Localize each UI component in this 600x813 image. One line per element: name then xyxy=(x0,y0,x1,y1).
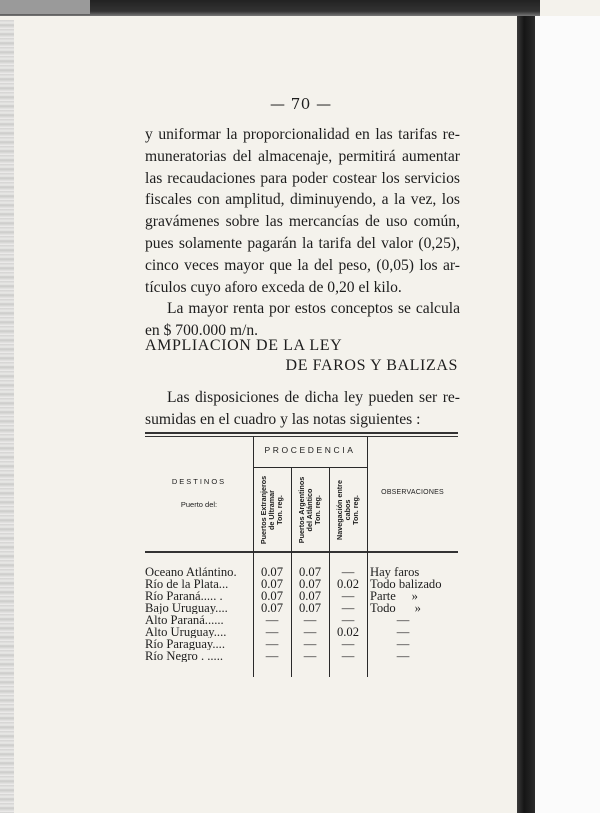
row-value: 0.07 xyxy=(260,589,284,603)
row-destino: Bajo Uruguay.... xyxy=(145,602,228,614)
scan-top-left-edge xyxy=(0,0,90,14)
row-value: — xyxy=(341,589,355,603)
row-value: — xyxy=(341,613,355,627)
row-value: 0.07 xyxy=(260,565,284,579)
col2-header-line: Puertos Argentinos xyxy=(297,476,306,544)
col2-header-line: Ton. reg. xyxy=(313,495,322,525)
body-line: cinco veces mayor que la del peso, (0,05) los ar- xyxy=(145,256,460,274)
row-destino: Río de la Plata... xyxy=(145,578,229,590)
row-value: — xyxy=(341,601,355,615)
table-top-rule xyxy=(145,432,458,434)
row-value: — xyxy=(303,637,317,651)
table-row xyxy=(145,650,458,662)
body-line: gravámenes sobre las mercancías de uso común, xyxy=(145,213,460,231)
table-row xyxy=(145,602,458,614)
header-destinos: DESTINOS xyxy=(171,477,227,486)
row-destino: Río Paraná..... . xyxy=(145,590,223,602)
col1-header-line: Puertos Extranjeros xyxy=(259,475,268,545)
body-line: muneratorias del almacenaje, permitirá aumentar xyxy=(145,147,460,165)
row-value: — xyxy=(341,649,355,663)
row-value: 0.07 xyxy=(298,601,322,615)
col3-header-line: cabos xyxy=(343,499,352,521)
row-observacion: — xyxy=(396,649,410,663)
header-col-cabos xyxy=(330,468,366,552)
row-value: 0.07 xyxy=(260,601,284,615)
header-procedencia: PROCEDENCIA xyxy=(264,445,356,455)
row-destino: Oceano Atlántino. xyxy=(145,566,237,578)
scan-right-margin xyxy=(535,16,600,813)
body-line: pues solamente pagarán la tarifa del valor (0,25), xyxy=(145,234,460,252)
row-value: — xyxy=(341,565,355,579)
header-puerto: Puerto del: xyxy=(180,500,218,509)
row-value: 0.07 xyxy=(298,589,322,603)
body-paragraph xyxy=(145,124,460,342)
table-row xyxy=(145,638,458,650)
scan-left-edge xyxy=(0,20,14,813)
table-top-rule-thin xyxy=(145,436,458,437)
row-observacion: Todo » xyxy=(370,601,421,615)
row-value: 0.07 xyxy=(298,565,322,579)
col1-header-line: Ton. reg. xyxy=(275,495,284,525)
col2-header-line: del Atlántico xyxy=(305,488,314,532)
col3-header-line: Ton. reg. xyxy=(351,495,360,525)
row-value: 0.07 xyxy=(298,577,322,591)
row-observacion: Todo balizado xyxy=(370,577,442,591)
row-observacion: — xyxy=(396,613,410,627)
row-destino: Alto Uruguay.... xyxy=(145,626,227,638)
body-line: en $ 700.000 m/n. xyxy=(145,322,259,340)
row-observacion: — xyxy=(396,637,410,651)
row-value: — xyxy=(265,625,279,639)
table-row xyxy=(145,614,458,626)
intro-line: Las disposiciones de dicha ley pueden ser re- xyxy=(167,389,460,406)
header-observaciones: OBSERVACIONES xyxy=(381,489,444,496)
page-number: — 70 — xyxy=(270,95,332,113)
section-intro xyxy=(145,387,460,431)
body-line: fiscales con amplitud, diminuyendo, a la vez, los xyxy=(145,191,460,209)
row-observacion: — xyxy=(396,625,410,639)
row-value: — xyxy=(265,649,279,663)
row-destino: Río Negro . ..... xyxy=(145,650,224,662)
row-value: — xyxy=(303,625,317,639)
row-value: 0.02 xyxy=(336,577,360,591)
row-value: — xyxy=(265,637,279,651)
col3-header-line: Navegación entre xyxy=(335,480,344,540)
scan-right-binding xyxy=(517,16,535,813)
row-value: — xyxy=(265,613,279,627)
body-line: La mayor renta por estos conceptos se calcula xyxy=(167,300,460,318)
col1-header-line: de Ultramar xyxy=(267,490,276,530)
tariff-table xyxy=(145,432,458,677)
header-col-extranjeros xyxy=(254,468,290,552)
table-row xyxy=(145,626,458,638)
intro-line: sumidas en el cuadro y las notas siguientes : xyxy=(145,410,421,428)
body-line: tículos cuyo aforo exceda de 0,20 el kilo. xyxy=(145,278,402,296)
row-value: — xyxy=(341,637,355,651)
row-destino: Río Paraguay.... xyxy=(145,638,225,650)
section-heading-line1: AMPLIACION DE LA LEY xyxy=(145,337,343,354)
row-value: 0.07 xyxy=(260,577,284,591)
header-col-argentinos xyxy=(292,468,328,552)
row-observacion: Hay faros xyxy=(370,565,420,579)
row-value: — xyxy=(303,649,317,663)
row-observacion: Parte » xyxy=(370,589,418,603)
row-value: 0.02 xyxy=(336,625,360,639)
body-line: las recaudaciones para poder costear los servicios xyxy=(145,169,460,187)
section-heading-line2: DE FAROS Y BALIZAS xyxy=(285,357,458,374)
body-line: y uniformar la proporcionalidad en las tarifas re- xyxy=(145,126,460,143)
row-destino: Alto Paraná...... xyxy=(145,614,224,626)
row-value: — xyxy=(303,613,317,627)
